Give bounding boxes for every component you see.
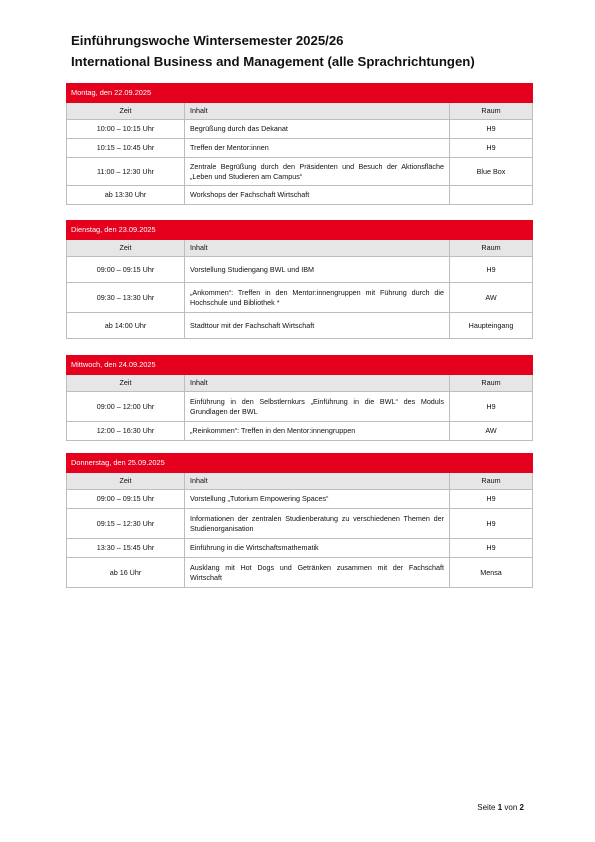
column-header-raum: Raum [450,375,533,392]
time-cell: ab 16 Uhr [67,558,185,588]
room-cell: H9 [450,392,533,422]
column-header-inhalt: Inhalt [185,473,450,490]
room-cell: H9 [450,539,533,558]
column-header-zeit: Zeit [67,103,185,120]
time-cell: 09:00 – 09:15 Uhr [67,257,185,283]
time-cell: 09:00 – 12:00 Uhr [67,392,185,422]
schedule-table-tuesday [66,220,533,339]
room-cell: AW [450,422,533,441]
room-cell: H9 [450,257,533,283]
time-cell: 11:00 – 12:30 Uhr [67,158,185,186]
content-cell: Workshops der Fachschaft Wirtschaft [185,186,450,205]
time-cell: 13:30 – 15:45 Uhr [67,539,185,558]
page-of-label: von [504,803,518,812]
time-cell: 09:00 – 09:15 Uhr [67,490,185,509]
time-cell: 09:30 – 13:30 Uhr [67,283,185,313]
table-row [67,283,533,313]
content-cell: Treffen der Mentor:innen [185,139,450,158]
day-header: Donnerstag, den 25.09.2025 [67,454,533,473]
time-cell: 12:00 – 16:30 Uhr [67,422,185,441]
table-row [67,257,533,283]
column-header-zeit: Zeit [67,473,185,490]
content-cell: Vorstellung „Tutorium Empowering Spaces“ [185,490,450,509]
room-cell: Blue Box [450,158,533,186]
content-cell: Stadttour mit der Fachschaft Wirtschaft [185,313,450,339]
column-header-raum: Raum [450,473,533,490]
table-row [67,422,533,441]
day-header: Mittwoch, den 24.09.2025 [67,356,533,375]
table-row [67,313,533,339]
table-row [67,558,533,588]
table-row [67,186,533,205]
title-line-2: International Business and Management (alle Sprachrichtungen) [71,54,475,69]
room-cell [450,186,533,205]
current-page: 1 [497,803,503,812]
content-cell: Zentrale Begrüßung durch den Präsidenten und Besuch der Aktionsfläche „Leben und Studieren am Campus“ [185,158,450,186]
schedule-table-thursday [66,453,533,588]
room-cell: Haupteingang [450,313,533,339]
column-header-raum: Raum [450,240,533,257]
content-cell: Einführung in den Selbstlernkurs „Einführung in die BWL“ des Moduls Grundlagen der BWL [185,392,450,422]
content-cell: Einführung in die Wirtschaftsmathematik [185,539,450,558]
column-header-inhalt: Inhalt [185,375,450,392]
table-row [67,539,533,558]
content-cell: Informationen der zentralen Studienberatung zu verschiedenen Themen der Studienorganisation [185,509,450,539]
column-header-raum: Raum [450,103,533,120]
schedule-table-monday [66,83,533,205]
page-label: Seite [477,803,496,812]
page-number [420,803,524,812]
table-row [67,120,533,139]
table-row [67,509,533,539]
time-cell: 10:15 – 10:45 Uhr [67,139,185,158]
time-cell: ab 14:00 Uhr [67,313,185,339]
room-cell: H9 [450,490,533,509]
time-cell: 09:15 – 12:30 Uhr [67,509,185,539]
content-cell: „Ankommen“: Treffen in den Mentor:innengruppen mit Führung durch die Hochschule und Bibliothek * [185,283,450,313]
table-row [67,158,533,186]
schedule-table-wednesday [66,355,533,441]
room-cell: H9 [450,139,533,158]
time-cell: ab 13:30 Uhr [67,186,185,205]
table-row [67,139,533,158]
column-header-zeit: Zeit [67,375,185,392]
day-header: Dienstag, den 23.09.2025 [67,221,533,240]
room-cell: Mensa [450,558,533,588]
content-cell: Vorstellung Studiengang BWL und IBM [185,257,450,283]
column-header-inhalt: Inhalt [185,240,450,257]
content-cell: Begrüßung durch das Dekanat [185,120,450,139]
content-cell: Ausklang mit Hot Dogs und Getränken zusammen mit der Fachschaft Wirtschaft [185,558,450,588]
table-row [67,490,533,509]
room-cell: H9 [450,509,533,539]
document-title [71,30,551,72]
total-pages: 2 [519,803,524,812]
room-cell: H9 [450,120,533,139]
column-header-zeit: Zeit [67,240,185,257]
day-header: Montag, den 22.09.2025 [67,84,533,103]
table-row [67,392,533,422]
content-cell: „Reinkommen“: Treffen in den Mentor:innengruppen [185,422,450,441]
title-line-1: Einführungswoche Wintersemester 2025/26 [71,33,344,48]
time-cell: 10:00 – 10:15 Uhr [67,120,185,139]
column-header-inhalt: Inhalt [185,103,450,120]
room-cell: AW [450,283,533,313]
